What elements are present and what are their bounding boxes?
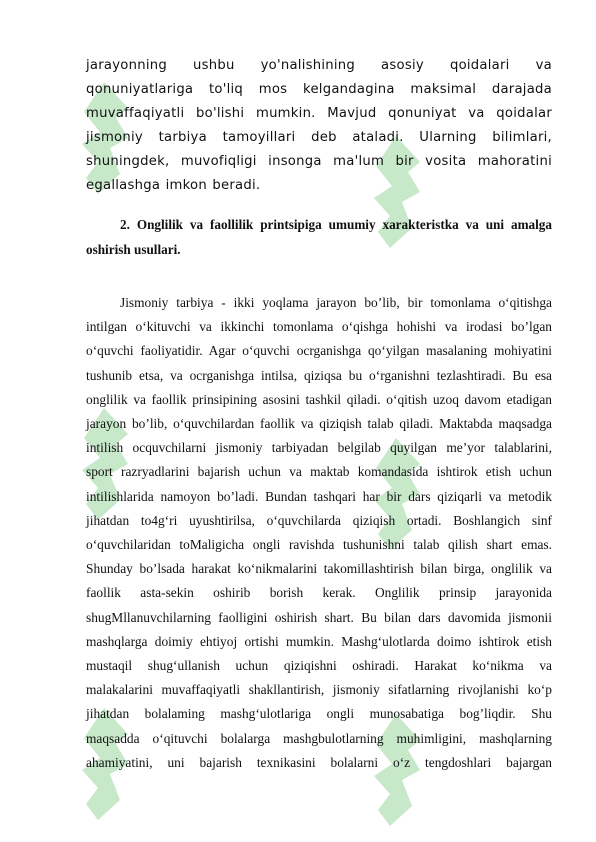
body-paragraph (86, 291, 552, 775)
text-line: ahamiyatini, uni bajarish texnikasini bolalarni o‘z tengdoshlari bajargan (86, 754, 552, 770)
text-line: jihatdan to4g‘ri uyushtirilsa, o‘quvchilarda qiziqish ortadi. Boshlangich sinf (86, 512, 552, 528)
text-line: Jismoniy tarbiya - ikki yoqlama jarayon bo’lib, bir tomonlama o‘qitishga (120, 295, 552, 310)
text-line: faollik asta-sekin oshirib borish kerak. Onglilik prinsip jarayonida (86, 585, 552, 601)
text-line: o‘quvchilaridan toMaligicha ongli ravishda tushunishni talab qilish shart emas. (86, 537, 552, 553)
text-line: tushunib etsa, va ocrganishga intilsa, qiziqsa bu o‘rganishni tezlashtiradi. Bu esa (86, 367, 552, 383)
text-line: sport razryadlarini bajarish uchun va maktab komandasida ishtirok etish uchun (86, 464, 552, 480)
text-line: jarayon bo’lib, o‘quvchilardan faollik va qiziqish talab qiladi. Maktabda maqsadga (86, 416, 552, 432)
text-line: Shunday bo’lsada harakat ko‘nikmalarini takomillashtirish bilan birga, onglilik va (86, 561, 552, 577)
intro-paragraph (86, 54, 552, 199)
text-line: egallashga imkon beradi. (86, 178, 261, 194)
text-line: mashqlarga doimiy ehtiyoj ortishi mumkin. Mashg‘ulotlarda doimo ishtirok etish (86, 633, 552, 649)
text-line: jarayonning ushbu yo'nalishining asosiy qoidalari va (86, 58, 552, 73)
text-line: muvaffaqiyatli bo'lishi mumkin. Mavjud qonuniyat va qoidalar (86, 106, 552, 122)
text-line: maqsadda o‘qituvchi bolalarga mashgbulotlarning muhimligini, mashqlarning (86, 730, 552, 746)
text-line: shugMllanuvchilarning faolligini oshirish shart. Bu bilan dars davomida jismonii (86, 609, 552, 625)
text-line: intilish ocquvchilarni jismoniy tarbiyadan belgilab quyilgan me’yor talablarini, (86, 440, 552, 456)
text-line: o‘quvchi faoliyatidir. Agar o‘quvchi ocrganishga qo‘yilgan masalaning mohiyatini (86, 343, 552, 359)
text-line: qonuniyatlariga to'liq mos kelgandagina maksimal darajada (86, 82, 552, 98)
section-heading: 2. Onglilik va faollilik printsipiga umumiy xarakteristka va uni amalga oshirish usullari. (86, 217, 552, 257)
text-line: jismoniy tarbiya tamoyillari deb ataladi. Ularning bilimlari, (86, 130, 552, 146)
text-line: intilgan o‘kituvchi va ikkinchi tomonlama o‘qishga hohishi va irodasi bo’lgan (86, 319, 552, 335)
text-line: malakalarini muvaffaqiyatli shakllantirish, jismoniy sifatlarning rivojlanishi ko‘p (86, 682, 552, 698)
text-line: intilishlarida namoyon bo’ladi. Bundan tashqari har bir dars qiziqarli va metodik (86, 488, 552, 504)
text-line: onglilik va faollik prinsipining asosini tashkil qiladi. o‘qitish uzoq davom etadigan (86, 391, 552, 407)
text-line: jihatdan bolalaming mashg‘ulotlariga ongli munosabatiga bog’liqdir. Shu (86, 706, 552, 722)
text-line: mustaqil shug‘ullanish uchun qiziqishni oshiradi. Harakat ko‘nikma va (86, 658, 552, 674)
text-line: shuningdek, muvofiqligi insonga ma'lum bir vosita mahoratini (86, 154, 552, 170)
